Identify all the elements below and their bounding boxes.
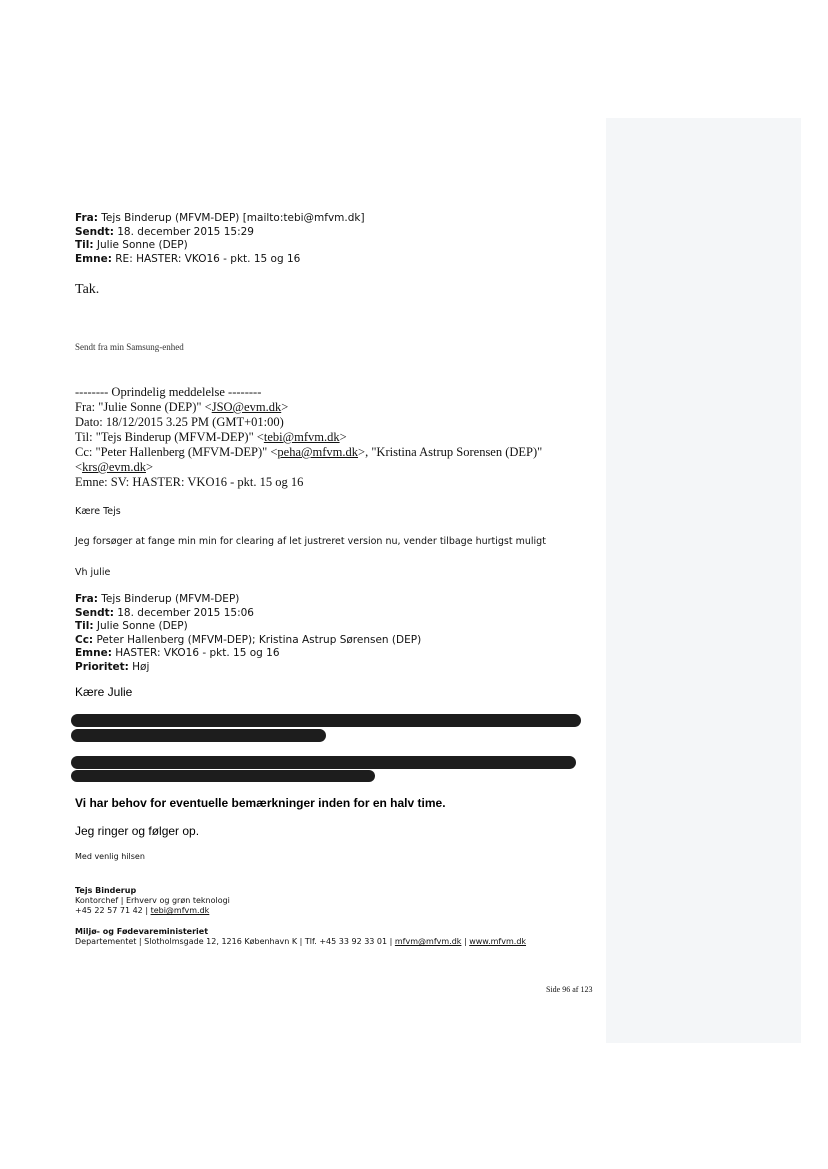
email-link[interactable]: tebi@mfvm.dk — [263, 430, 340, 444]
subject-line: Emne: HASTER: VKO16 - pkt. 15 og 16 — [75, 647, 280, 659]
ministry-name: Miljø- og Fødevareministeriet — [75, 927, 209, 936]
from-line: Fra: Tejs Binderup (MFVM-DEP) — [75, 593, 240, 605]
tejs-greeting: Kære Julie — [75, 685, 133, 699]
sent-line: Sendt: 18. december 2015 15:29 — [75, 225, 254, 238]
email-header-latest — [75, 212, 365, 266]
signature — [75, 886, 230, 916]
redaction-bar — [71, 714, 581, 727]
to-line: Til: Julie Sonne (DEP) — [75, 620, 188, 632]
cc-line: Cc: Peter Hallenberg (MFVM-DEP); Kristina Astrup Sørensen (DEP) — [75, 633, 422, 646]
redaction-bar — [71, 729, 326, 742]
follow-up-line: Jeg ringer og følger op. — [75, 824, 200, 838]
email-header-original — [75, 593, 421, 674]
original-to: Til: "Tejs Binderup (MFVM-DEP)" <tebi@mfvm.dk> — [75, 430, 347, 444]
julie-greeting: Kære Tejs — [75, 506, 121, 517]
email-link[interactable]: tebi@mfvm.dk — [150, 906, 210, 915]
julie-signoff: Vh julie — [75, 567, 111, 578]
email-link[interactable]: krs@evm.dk — [82, 460, 146, 474]
subject-line: Emne: RE: HASTER: VKO16 - pkt. 15 og 16 — [75, 252, 301, 265]
ministry-block — [75, 927, 526, 947]
email-link[interactable]: peha@mfvm.dk — [277, 445, 359, 459]
signature-title: Kontorchef | Erhverv og grøn teknologi — [75, 896, 230, 905]
urgent-request: Vi har behov for eventuelle bemærkninger inden for en halv time. — [75, 796, 446, 810]
original-subject: Emne: SV: HASTER: VKO16 - pkt. 15 og 16 — [75, 475, 304, 489]
julie-body: Jeg forsøger at fange min min for clearing af let justreret version nu, vender tilbage hurtigst muligt — [75, 536, 546, 547]
scan-shading — [606, 118, 801, 1043]
website-link[interactable]: www.mfvm.dk — [469, 937, 527, 946]
priority-line: Prioritet: Høj — [75, 660, 150, 673]
page-number: Side 96 af 123 — [546, 985, 593, 994]
ministry-address: Departementet | Slotholmsgade 12, 1216 København K | Tlf. +45 33 92 33 01 | mfvm@mfvm.dk | www.mfvm.dk — [75, 937, 527, 946]
original-date: Dato: 18/12/2015 3.25 PM (GMT+01:00) — [75, 415, 284, 429]
to-line: Til: Julie Sonne (DEP) — [75, 239, 188, 251]
original-separator: -------- Oprindelig meddelelse -------- — [75, 385, 262, 399]
redaction-bar — [71, 756, 576, 769]
signature-name: Tejs Binderup — [75, 886, 137, 895]
sent-from-device: Sendt fra min Samsung-enhed — [75, 342, 184, 352]
reply-body: Tak. — [75, 282, 100, 297]
signature-contact: +45 22 57 71 42 | tebi@mfvm.dk — [75, 906, 210, 915]
original-from: Fra: "Julie Sonne (DEP)" <JSO@evm.dk> — [75, 400, 289, 414]
email-link[interactable]: JSO@evm.dk — [211, 400, 282, 414]
original-message-header — [75, 385, 542, 490]
from-line: Fra: Tejs Binderup (MFVM-DEP) [mailto:tebi@mfvm.dk] — [75, 212, 365, 224]
original-cc-continued: <krs@evm.dk> — [75, 460, 154, 474]
redaction-bar — [71, 770, 375, 782]
original-cc: Cc: "Peter Hallenberg (MFVM-DEP)" <peha@mfvm.dk>, "Kristina Astrup Sorensen (DEP)" — [75, 445, 543, 459]
closing: Med venlig hilsen — [75, 852, 145, 861]
email-link[interactable]: mfvm@mfvm.dk — [394, 937, 462, 946]
sent-line: Sendt: 18. december 2015 15:06 — [75, 606, 254, 619]
